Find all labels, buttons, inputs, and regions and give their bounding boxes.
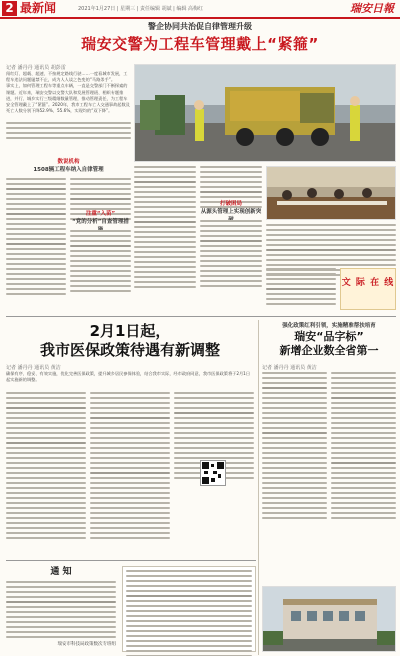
story1-kicker: 警企协同共治促自律管理升级 bbox=[148, 22, 252, 31]
header-rule bbox=[0, 17, 400, 19]
section-title: 最新闻 bbox=[20, 1, 57, 15]
announcement-box bbox=[122, 566, 256, 652]
subhead-label: 打破困局 bbox=[219, 201, 242, 207]
subhead-title: 1508辆工程车纳入自律管理 bbox=[33, 167, 104, 173]
story1-photo-meeting bbox=[266, 166, 396, 220]
column-label: 文 际 在 线 bbox=[341, 278, 395, 288]
story2-byline: 记者 潘丹丹 通讯员 黄洁 bbox=[6, 365, 61, 371]
story3-kicker: 强化政策红利引领，实施精准帮扶培育 bbox=[282, 323, 376, 329]
story2-col1 bbox=[6, 392, 86, 542]
story3-headline-block bbox=[262, 322, 396, 358]
story1-lead-p1: 闯红灯、超载、超速、不按规定路线行驶……一度看城市发展，工程车违法问题屡禁不止，成为人人谈之色变的“马路杀手”。 bbox=[6, 71, 128, 83]
story3-headline-2: 新增企业数全省第一 bbox=[279, 344, 379, 357]
meeting-image bbox=[267, 167, 396, 220]
story1-col1-body bbox=[6, 178, 66, 298]
notice-box bbox=[6, 566, 116, 652]
column-divider bbox=[258, 320, 259, 655]
story1-col2-body-b bbox=[70, 230, 131, 295]
newspaper-logo: 瑞安日報 bbox=[350, 2, 394, 15]
story1-byline: 记者 潘丹丹 通讯员 胡彭雷 bbox=[6, 65, 66, 71]
notice-title: 通 知 bbox=[50, 567, 72, 577]
factory-building-image bbox=[263, 587, 396, 652]
qr-code bbox=[200, 460, 226, 486]
column-label-box bbox=[340, 268, 396, 310]
qr-code-icon bbox=[201, 461, 225, 485]
page-header bbox=[0, 0, 400, 17]
story1-lead-p2: 事实上，如何管理工程车等重点车辆，一直是交警部门不断探索的课题。近年来，瑞安交警以交警大队和发展管理班、相织专题推进，并行、城乡实行三级精细数量管理，推动管理责任，为工程车安全管理戴上了“紧箍”。2020年，我市工程车亡人交通事故起数及死亡人数分别下降52.9%、55.6%，实现均的“双下降”。 bbox=[6, 83, 130, 114]
subhead-label: 数说机构 bbox=[57, 159, 80, 165]
story3-photo-building bbox=[262, 586, 396, 652]
notice-divider bbox=[6, 560, 256, 561]
truck-inspection-image bbox=[135, 65, 396, 162]
story2-headline: 2月1日起， bbox=[89, 322, 171, 340]
section-divider bbox=[6, 316, 396, 317]
story1-col5-body-b bbox=[266, 268, 336, 308]
story1-subhead1 bbox=[6, 158, 131, 174]
story2-headline-2: 我市医保政策待遇有新调整 bbox=[39, 341, 220, 359]
subhead-title: “党的分析”自查管理措 bbox=[72, 219, 129, 225]
subhead-label: 注重“入苗” bbox=[85, 211, 116, 217]
story3-col2 bbox=[331, 372, 396, 522]
story1-col1 bbox=[6, 122, 131, 142]
page-number: 2 bbox=[2, 1, 17, 16]
story3-col1 bbox=[262, 372, 327, 522]
story1-headline: 瑞安交警为工程车管理戴上“紧箍” bbox=[81, 35, 319, 53]
story3-headline: 瑞安“品字标” bbox=[294, 330, 364, 343]
story3-byline: 记者 潘丹丹 通讯员 黄洁 bbox=[262, 365, 317, 371]
story1-col3-body bbox=[134, 166, 196, 291]
story1-lead bbox=[6, 71, 131, 114]
story2-col2 bbox=[90, 392, 170, 542]
issue-meta: 2021年1月27日 | 星期三 | 责任编辑 胡斌 | 编辑 高梅红 bbox=[78, 6, 204, 12]
story1-photo-traffic-police bbox=[134, 64, 396, 162]
notice-body bbox=[6, 581, 116, 638]
announcement-body bbox=[123, 567, 255, 656]
story1-col4-body-b bbox=[200, 220, 262, 290]
story2-headline-block bbox=[6, 322, 254, 360]
notice-signature: 瑞安市科技局政策数次专班组 bbox=[57, 642, 116, 647]
story2-lead: 确保有序、稳妥、有效实施，优化完善医保政策，提升城乡居民参保体验，结合我市实际，经市政府同意，我市医保政策将于2月1日起实施新的调整。 bbox=[6, 371, 251, 383]
subhead-title: 从源头管理上实现创新突 bbox=[200, 209, 262, 215]
